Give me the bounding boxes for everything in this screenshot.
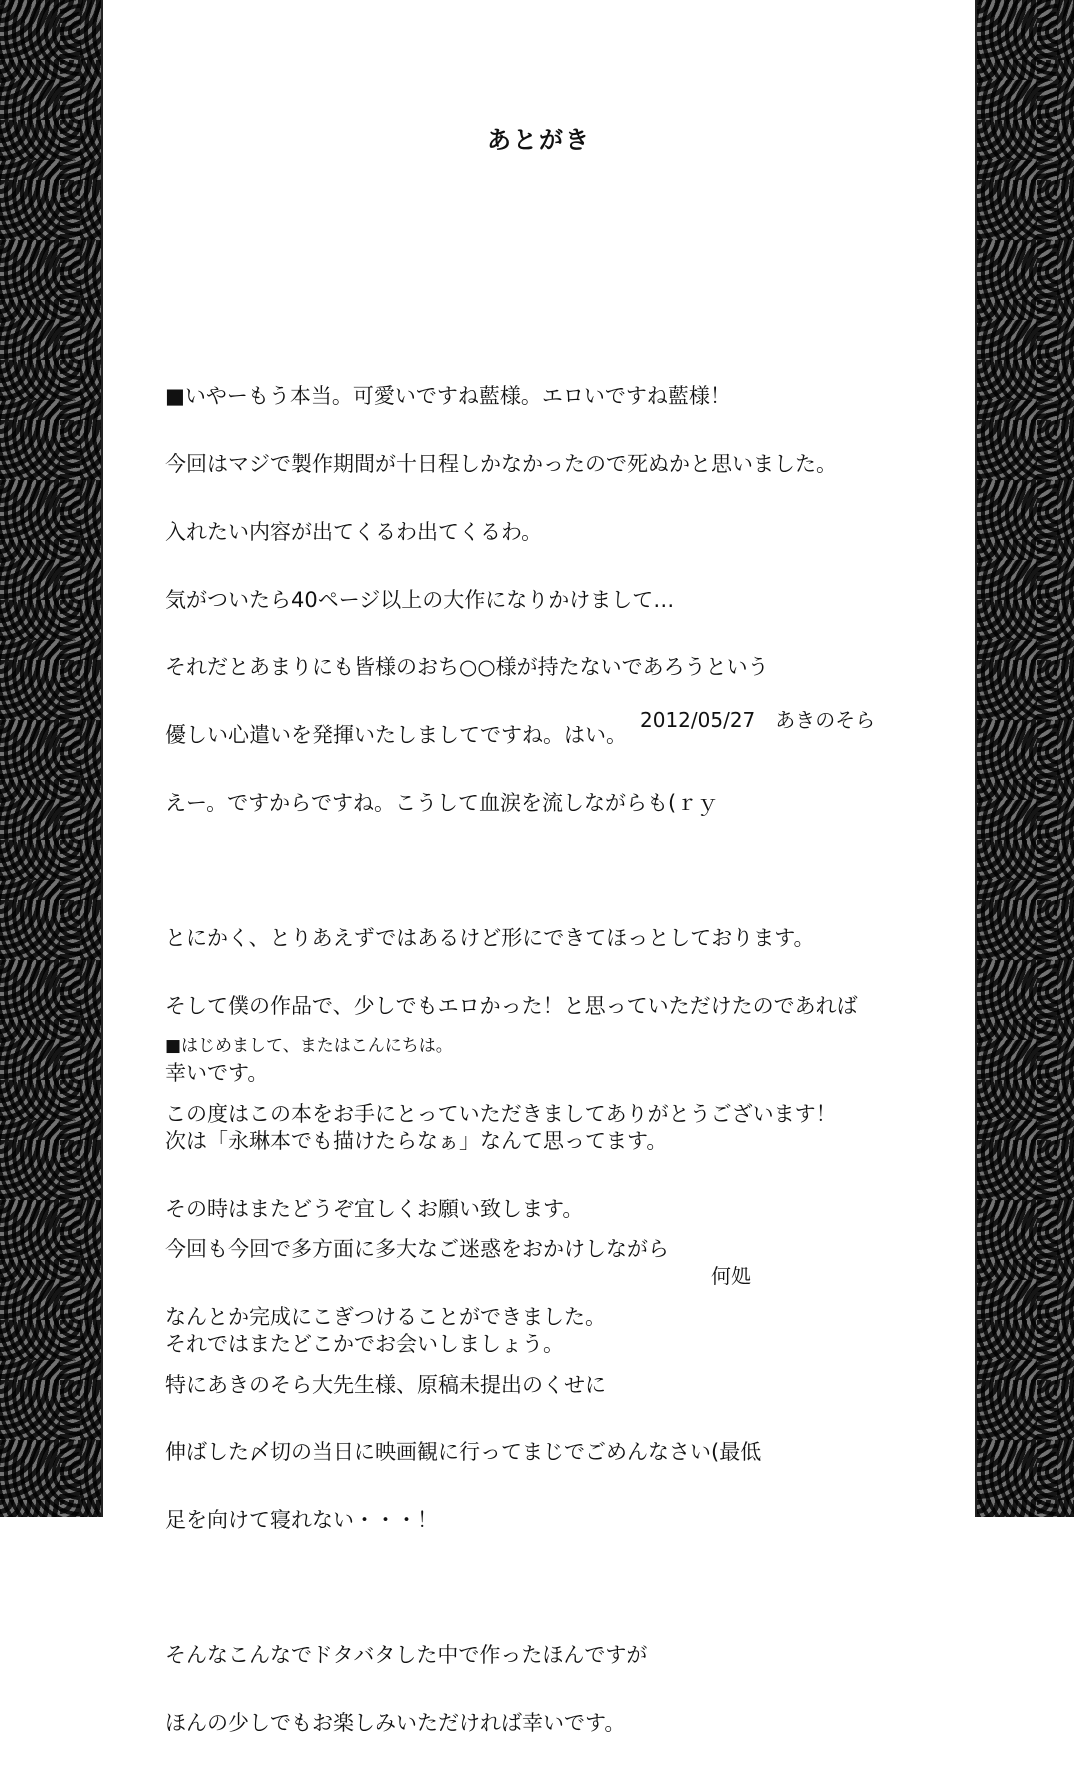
text-line: 気がついたら40ページ以上の大作になりかけまして… bbox=[165, 587, 675, 612]
text-line: 次は「永琳本でも描けたらなぁ」なんて思ってます。 bbox=[165, 1129, 668, 1154]
text-line: 優しい心遣いを発揮いたしましてですね。はい。 bbox=[165, 723, 627, 748]
decorative-pattern-right bbox=[975, 0, 1074, 1517]
afterword-page bbox=[103, 0, 975, 1735]
text-line: 幸いです。 bbox=[165, 1061, 269, 1086]
text-line: それではまたどこかでお会いしましょう。 bbox=[165, 1331, 564, 1356]
text-line: ほんの少しでもお楽しみいただければ幸いです。 bbox=[165, 1710, 626, 1735]
text-line: ■いやーもう本当。可愛いですね藍様。エロいですね藍様！ bbox=[165, 384, 731, 409]
text-line: なんとか完成にこぎつけることができました。 bbox=[165, 1304, 606, 1329]
text-line: 足を向けて寝れない・・・！ bbox=[165, 1508, 438, 1533]
text-line: 特にあきのそら大先生様、原稿未提出のくせに bbox=[165, 1372, 606, 1397]
text-line: そんなこんなでドタバタした中で作ったほんですが bbox=[165, 1643, 648, 1668]
text-line: 入れたい内容が出てくるわ出てくるわ。 bbox=[165, 519, 543, 544]
signature-akinosora: 2012/05/27 あきのそら bbox=[640, 708, 876, 732]
afterword-section-2 bbox=[165, 990, 925, 1780]
text-line: 今回も今回で多方面に多大なご迷惑をおかけしながら bbox=[165, 1236, 669, 1261]
text-line: この度はこの本をお手にとっていただきましてありがとうございます！ bbox=[165, 1101, 837, 1126]
signature-dokoka: 何処 bbox=[711, 1264, 751, 1288]
page-title: あとがき bbox=[487, 126, 591, 154]
text-line: とにかく、とりあえずではあるけど形にできてほっとしております。 bbox=[165, 925, 815, 950]
text-line: えー。ですからですね。こうして血涙を流しながらも(ｒｙ bbox=[165, 790, 719, 815]
decorative-pattern-left bbox=[0, 0, 103, 1517]
text-line: そして僕の作品で、少しでもエロかった！と思っていただけたのであれば bbox=[165, 993, 858, 1018]
text-line: 伸ばした〆切の当日に映画観に行ってまじでごめんなさい(最低 bbox=[165, 1440, 762, 1465]
section-heading: ■はじめまして、またはこんにちは。 bbox=[165, 1036, 453, 1057]
text-line: それだとあまりにも皆様のおち○○様が持たないであろうという bbox=[165, 655, 769, 680]
text-line: 今回はマジで製作期間が十日程しかなかったので死ぬかと思いました。 bbox=[165, 451, 837, 476]
text-line: その時はまたどうぞ宜しくお願い致します。 bbox=[165, 1196, 584, 1221]
